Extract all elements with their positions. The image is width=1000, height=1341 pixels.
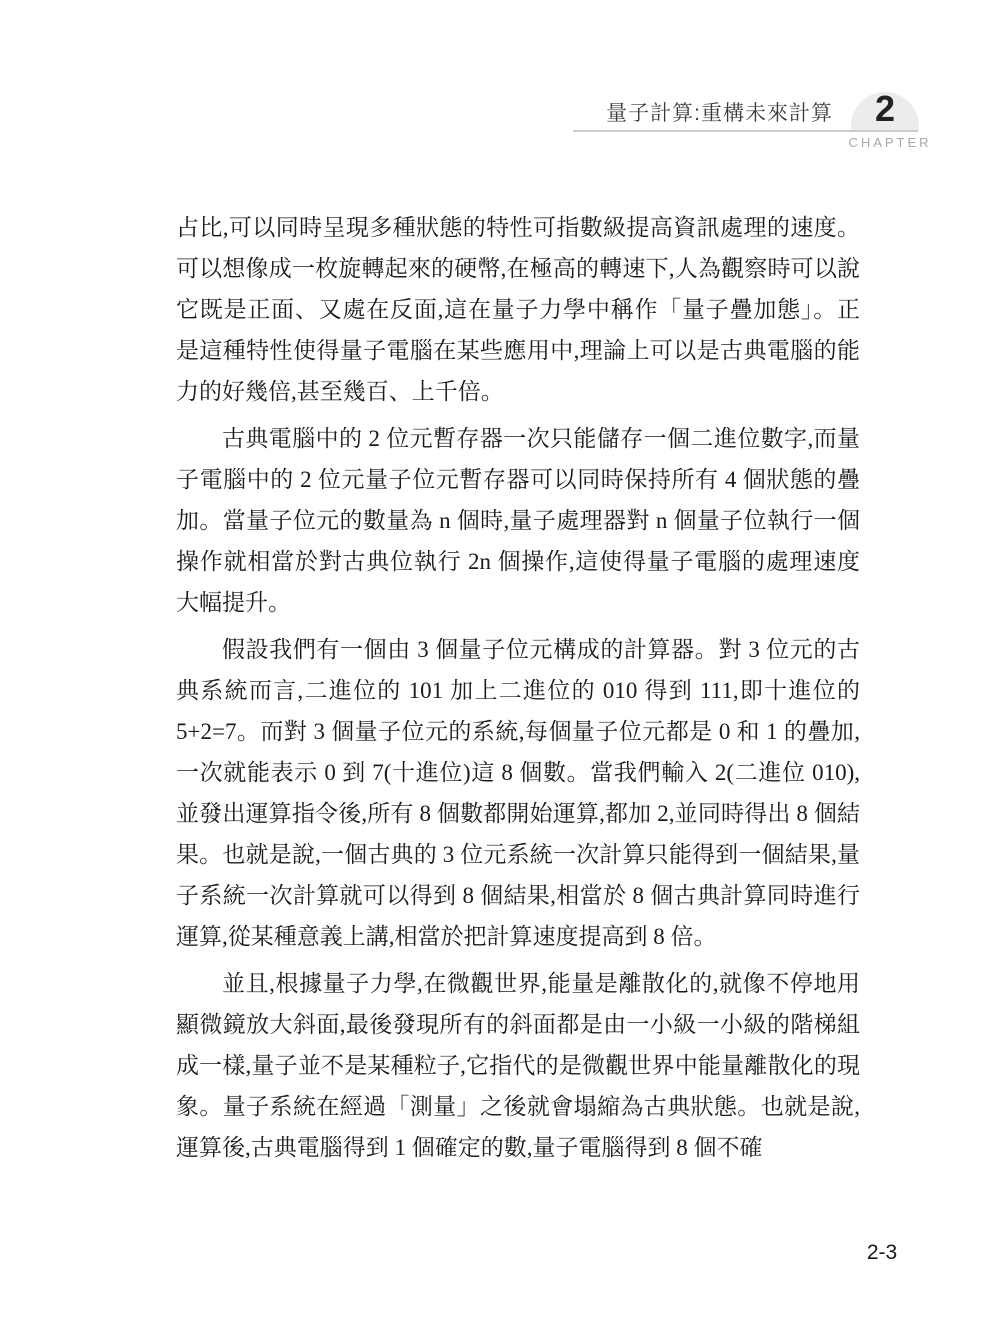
body-paragraph: 占比,可以同時呈現多種狀態的特性可指數級提高資訊處理的速度。可以想像成一枚旋轉起來的硬幣,在極高的轉速下,人為觀察時可以說它既是正面、又處在反面,這在量子力學中稱作「量子疊加態」。正是這種特性使得量子電腦在某些應用中,理論上可以是古典電腦的能力的好幾倍,甚至幾百、上千倍。	[176, 215, 860, 404]
page-number: 2-3	[866, 1241, 898, 1264]
body-paragraph: 假設我們有一個由 3 個量子位元構成的計算器。對 3 位元的古典系統而言,二進位的 101 加上二進位的 010 得到 111,即十進位的 5+2=7。而對 3 個量子位元的系統,每個量子位元都是 0 和 1 的疊加,一次就能表示 0 到 7(十進位)這 8 個數。當我們輸入 2(二進位 010),並發出運算指令後,所有 8 個數都開始運算,都加 2,並同時得出 8 個結果。也就是說,一個古典的 3 位元系統一次計算只能得到一個結果,量子系統一次計算就可以得到 8 個結果,相當於 8 個古典計算同時進行運算,從某種意義上講,相當於把計算速度提高到 8 倍。	[176, 637, 860, 949]
header-divider	[573, 130, 918, 132]
body-paragraph: 古典電腦中的 2 位元暫存器一次只能儲存一個二進位數字,而量子電腦中的 2 位元量子位元暫存器可以同時保持所有 4 個狀態的疊加。當量子位元的數量為 n 個時,量子處理器對 n 個量子位執行一個操作就相當於對古典位執行 2n 個操作,這使得量子電腦的處理速度大幅提升。	[176, 426, 861, 615]
chapter-number: 2	[874, 88, 896, 129]
chapter-label: CHAPTER	[848, 135, 932, 150]
running-head-title: 量子計算:重構未來計算	[606, 102, 833, 125]
body-text-block	[176, 207, 860, 1174]
body-paragraph: 並且,根據量子力學,在微觀世界,能量是離散化的,就像不停地用顯微鏡放大斜面,最後發現所有的斜面都是由一小級一小級的階梯組成一樣,量子並不是某種粒子,它指代的是微觀世界中能量離散化的現象。量子系統在經過「測量」之後就會塌縮為古典狀態。也就是說,運算後,古典電腦得到 1 個確定的數,量子電腦得到 8 個不確	[176, 971, 860, 1160]
